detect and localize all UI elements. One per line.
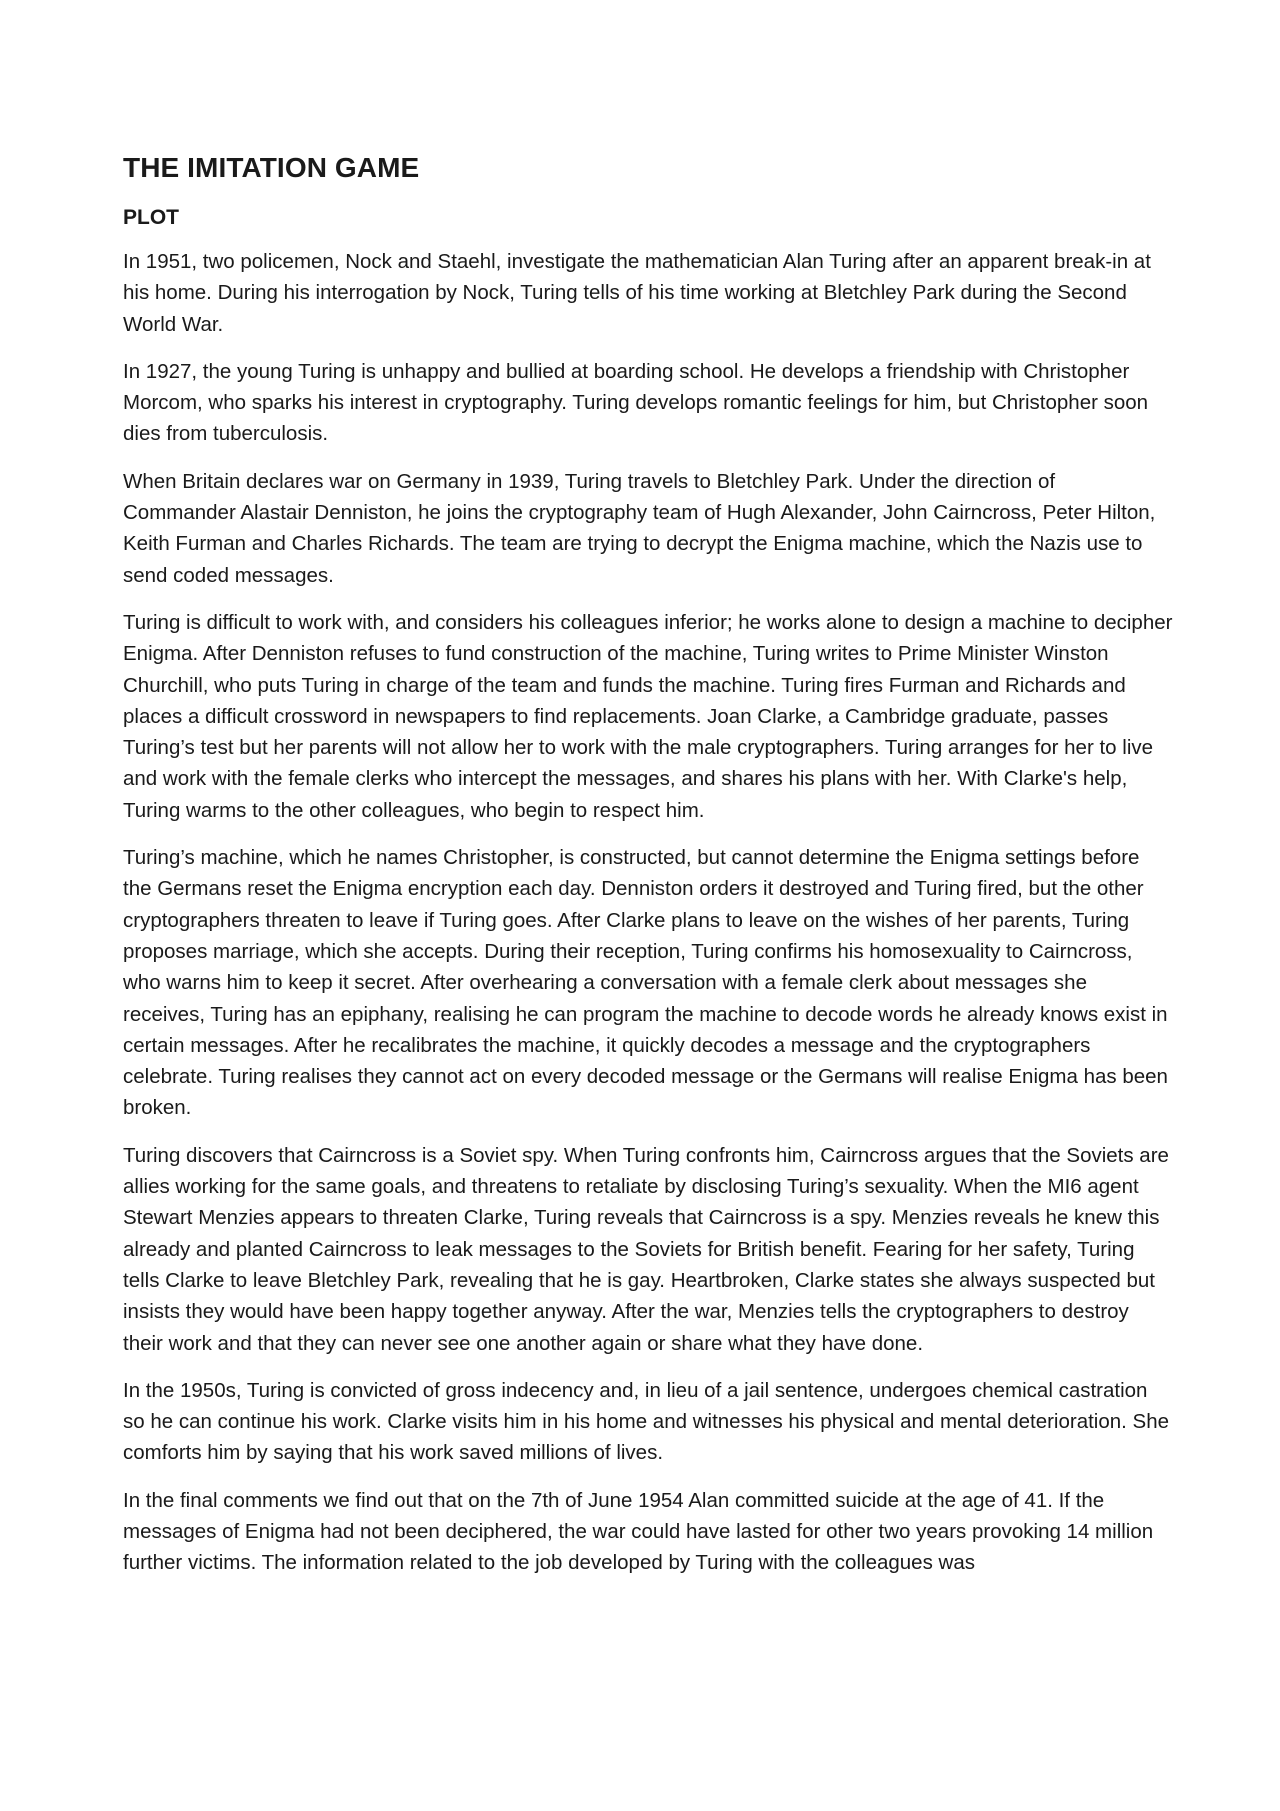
paragraph: In 1951, two policemen, Nock and Staehl, investigate the mathematician Alan Turing after an apparent break-in at his home. During his interrogation by Nock, Turing tells of his time working at Bletchley Park during the Second World War.	[123, 250, 1151, 336]
paragraph: Turing is difficult to work with, and considers his colleagues inferior; he works alone to design a machine to decipher Enigma. After Denniston refuses to fund construction of the machine, Turing writes to Prime Minister Winston Churchill, who puts Turing in charge of the team and funds the machine. Turing fires Furman and Richards and places a difficult crossword in newspapers to find replacements. Joan Clarke, a Cambridge graduate, passes Turing’s test but her parents will not allow her to work with the male cryptographers. Turing arranges for her to live and work with the female clerks who intercept the messages, and shares his plans with her. With Clarke's help, Turing warms to the other colleagues, who begin to respect him.	[123, 610, 1173, 822]
paragraph: Turing’s machine, which he names Christopher, is constructed, but cannot determine the Enigma settings before the Germans reset the Enigma encryption each day. Denniston orders it destroyed and Turing fired, but the other cryptographers threaten to leave if Turing goes. After Clarke plans to leave on the wishes of her parents, Turing proposes marriage, which she accepts. During their reception, Turing confirms his homosexuality to Cairncross, who warns him to keep it secret. After overhearing a conversation with a female clerk about messages she receives, Turing has an epiphany, realising he can program the machine to decode words he already knows exist in certain messages. After he recalibrates the machine, it quickly decodes a message and the cryptographers celebrate. Turing realises they cannot act on every decoded message or the Germans will realise Enigma has been broken.	[123, 846, 1168, 1120]
document-page	[123, 150, 1173, 1595]
paragraph: In the final comments we find out that on the 7th of June 1954 Alan committed suicide at the age of 41. If the messages of Enigma had not been deciphered, the war could have lasted for other two years provoking 14 million further victims. The information related to the job developed by Turing with the colleagues was	[123, 1488, 1154, 1575]
document-title: THE IMITATION GAME	[123, 152, 420, 183]
paragraph: In the 1950s, Turing is convicted of gross indecency and, in lieu of a jail sentence, undergoes chemical castration so he can continue his work. Clarke visits him in his home and witnesses his physical and mental deterioration. She comforts him by saying that his work saved millions of lives.	[123, 1378, 1170, 1465]
paragraph: When Britain declares war on Germany in 1939, Turing travels to Bletchley Park. Under the direction of Commander Alastair Denniston, he joins the cryptography team of Hugh Alexander, John Cairncross, Peter Hilton, Keith Furman and Charles Richards. The team are trying to decrypt the Enigma machine, which the Nazis use to send coded messages.	[123, 469, 1156, 587]
section-heading-plot: PLOT	[123, 206, 179, 229]
paragraph: Turing discovers that Cairncross is a Soviet spy. When Turing confronts him, Cairncross argues that the Soviets are allies working for the same goals, and threatens to retaliate by disclosing Turing’s sexuality. When the MI6 agent Stewart Menzies appears to threaten Clarke, Turing reveals that Cairncross is a spy. Menzies reveals he knew this already and planted Cairncross to leak messages to the Soviets for British benefit. Fearing for her safety, Turing tells Clarke to leave Bletchley Park, revealing that he is gay. Heartbroken, Clarke states she always suspected but insists they would have been happy together anyway. After the war, Menzies tells the cryptographers to destroy their work and that they can never see one another again or share what they have done.	[123, 1143, 1169, 1355]
paragraph: In 1927, the young Turing is unhappy and bullied at boarding school. He develops a friendship with Christopher Morcom, who sparks his interest in cryptography. Turing develops romantic feelings for him, but Christopher soon dies from tuberculosis.	[123, 359, 1149, 446]
